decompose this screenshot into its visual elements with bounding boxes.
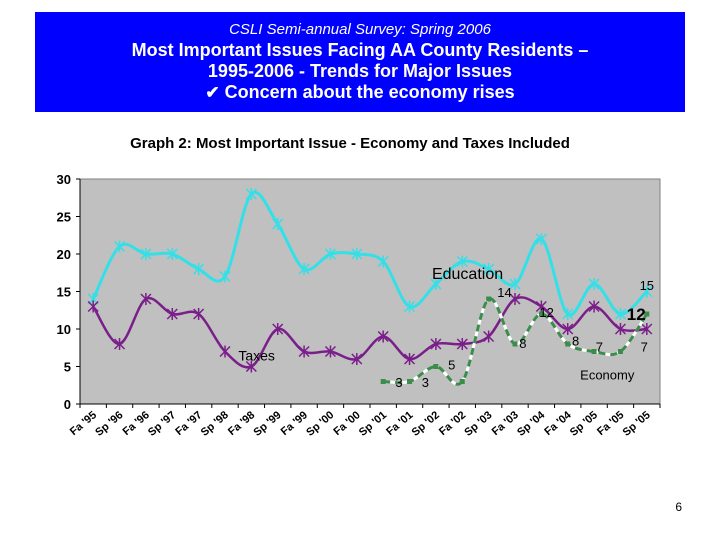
y-tick-label: 15	[56, 284, 71, 300]
y-tick-label: 20	[56, 247, 71, 262]
headline-line-2: 1995-2006 - Trends for Major Issues	[207, 61, 513, 81]
x-tick-label: Fa '98	[226, 409, 258, 439]
taxes-series-label: Taxes	[238, 347, 275, 364]
economy-series-label: Economy	[580, 367, 635, 383]
x-tick-label: Fa '00	[331, 409, 363, 439]
x-tick-label: Sp '97	[145, 409, 179, 439]
x-tick-label: Sp '02	[409, 409, 442, 439]
x-tick-label: Sp '05	[567, 409, 601, 439]
chart-title: Graph 2: Most Important Issue - Economy and Taxes Included	[130, 135, 570, 152]
y-tick-label: 0	[63, 397, 71, 412]
data-label: 5	[448, 357, 456, 373]
x-tick-label: Fa '03	[489, 409, 521, 439]
data-label: 7	[595, 339, 603, 355]
x-tick-label: Fa '97	[173, 409, 205, 439]
economy-point	[460, 379, 465, 384]
x-tick-label: Fa '95	[67, 409, 100, 439]
checkmark-icon: ✔	[205, 83, 220, 102]
data-label: 8	[572, 333, 580, 349]
economy-point	[433, 364, 438, 369]
economy-point	[618, 349, 623, 354]
data-label: 3	[421, 374, 429, 390]
y-tick-label: 30	[56, 172, 71, 187]
x-tick-label: Sp '05	[620, 409, 653, 439]
data-label: 14	[497, 284, 512, 300]
x-tick-label: Fa '02	[436, 409, 469, 439]
y-tick-label: 5	[63, 359, 71, 375]
x-tick-label: Sp '00	[304, 409, 337, 439]
x-tick-label: Fa '01	[384, 409, 416, 439]
data-label: 3	[395, 374, 403, 390]
survey-title: CSLI Semi-annual Survey: Spring 2006	[229, 21, 491, 38]
x-tick-label: Sp '98	[198, 409, 231, 439]
y-tick-label: 25	[56, 209, 71, 225]
data-label: 12	[626, 305, 646, 324]
education-series-label: Education	[431, 265, 504, 283]
x-tick-label: Sp '03	[462, 409, 495, 439]
page-number: 6	[675, 500, 682, 514]
headline-line-3-text: Concern about the economy rises	[224, 82, 515, 102]
data-label: 8	[519, 335, 527, 351]
headline-line-1: Most Important Issues Facing AA County Residents –	[131, 40, 589, 60]
economy-point	[381, 379, 386, 384]
data-label: 7	[640, 339, 648, 355]
economy-point	[407, 379, 412, 384]
x-tick-label: Sp '99	[251, 409, 284, 439]
x-tick-label: Sp '01	[356, 409, 390, 439]
x-tick-label: Fa '99	[278, 409, 311, 439]
x-tick-label: Sp '04	[515, 409, 548, 439]
x-tick-label: Fa '96	[120, 409, 152, 439]
data-label: 15	[639, 278, 655, 293]
x-tick-label: Fa '05	[595, 409, 627, 439]
plot-area	[80, 179, 660, 404]
data-label: 12	[539, 305, 554, 320]
x-tick-label: Fa '04	[542, 409, 574, 439]
economy-point	[565, 342, 570, 347]
y-tick-label: 10	[56, 322, 71, 337]
economy-point	[513, 342, 518, 347]
economy-point	[486, 297, 491, 302]
x-tick-label: Sp '96	[93, 409, 126, 439]
